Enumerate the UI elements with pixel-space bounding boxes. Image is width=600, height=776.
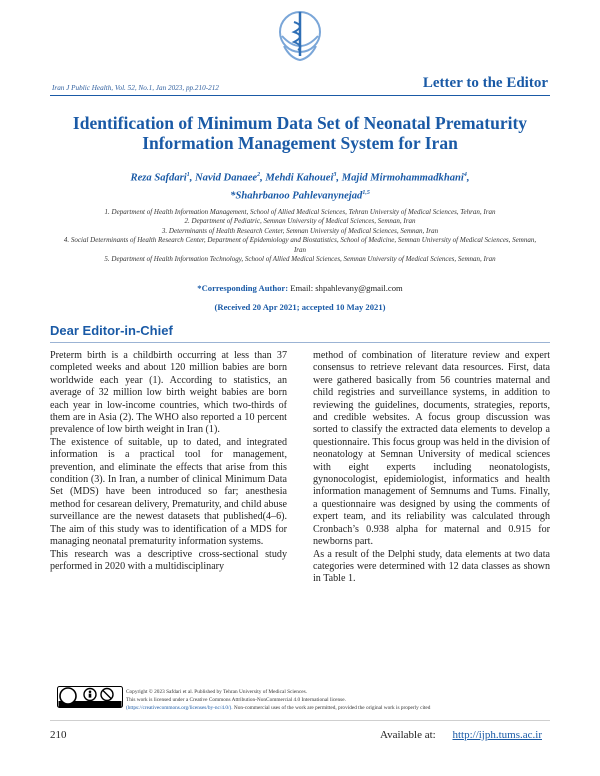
body-column-left bbox=[50, 350, 287, 573]
footer-divider bbox=[50, 720, 550, 721]
author-affil-ref: 1,5 bbox=[362, 189, 370, 196]
section-divider bbox=[50, 342, 550, 343]
corresponding-author bbox=[50, 283, 550, 293]
copyright-line: Copyright © 2023 Safdari et al. Published by Tehran University of Medical Sciences. bbox=[126, 689, 307, 695]
author-name: Mehdi Kahouei bbox=[265, 172, 334, 184]
license-terms: (https://creativecommons.org/licenses/by-nc/4.0/). Non-commercial uses of the work are permitted, provided the original work is properly cited bbox=[126, 705, 431, 711]
affiliation-item: 5. Department of Health Information Technology, School of Allied Medical Sciences, Semnan University of Medical Sciences, Semnan, Iran bbox=[104, 255, 496, 264]
affiliation-item: 4. Social Determinants of Health Research Center, Department of Epidemiology and Biostatistics, School of Medicine, Semnan University of Medical Sciences, Semnan, Iran bbox=[63, 236, 537, 254]
affiliation-item: 1. Department of Health Information Management, School of Allied Medical Sciences, Tehran University of Medical Sciences, Tehran, Iran bbox=[104, 208, 496, 216]
author-affil-ref: 1 bbox=[186, 172, 190, 178]
author-affil-ref: 4 bbox=[463, 172, 467, 178]
author-name: Reza Safdari bbox=[130, 172, 187, 184]
page-number: 210 bbox=[50, 729, 67, 741]
body-paragraph: The existence of suitable, up to dated, and integrated information is a practical tool for management, prevention, and eliminate the effects that arise from this condition (3). In Iran, a number of clinical Minimum Data Set (MDS) have been introduced so far; anesthesia method for cesarean delivery, Prematurity, and child abuse surveillance are the newest datasets that published(4–6). The aim of this study was to identification of a MDS for managing neonatal prematurity information systems. bbox=[50, 436, 287, 548]
body-paragraph: method of combination of literature review and expert consensus to retrieve relevant data resources. First, data were gathered basically from 56 countries maternal and child registries and surveillance systems, in addition to reviewing the guidelines, documents, strategies, reports, and credible websites. A focus group discussion was sorted to classify the extracted data elements to develop a questionnaire. This focus group was held in the division of neonatology at Semnan University of medical sciences with eight experts including neonatologists, gynonocologist, epidemiologist, informatics and health information management of Semnums and Tums. Finally, a questionnaire was designed by using the comments of expert team, and its reliability was calculated through Cronbach’s 0.938 alpha for maternal and 0.915 for newborns part. bbox=[313, 350, 550, 548]
affiliation-list bbox=[62, 208, 538, 264]
received-dates: (Received 20 Apr 2021; accepted 10 May 2021) bbox=[214, 302, 386, 312]
header-divider bbox=[50, 95, 550, 96]
affiliation-item: 3. Determinants of Health Research Center, Semnan University of Medical Sciences, Semnan, Iran bbox=[161, 226, 439, 235]
journal-website-link[interactable]: http://ijph.tums.ac.ir bbox=[452, 729, 542, 741]
author-name: Navid Danaee bbox=[195, 172, 258, 184]
corresponding-email[interactable]: Email: shpahlevany@gmail.com bbox=[290, 283, 403, 293]
body-paragraph: This research was a descriptive cross-sectional study performed in 2020 with a multidisciplinary bbox=[50, 548, 287, 572]
section-label: Letter to the Editor bbox=[422, 75, 548, 91]
author-list bbox=[50, 168, 550, 203]
who-emblem-icon bbox=[276, 6, 324, 64]
license-line: This work is licensed under a Creative Commons Attribution-NonCommercial 4.0 International license. bbox=[126, 697, 346, 703]
body-paragraph: As a result of the Delphi study, data elements at two data categories were determined with 12 data classes as shown in Table 1. bbox=[313, 548, 550, 585]
available-label: Available at: bbox=[380, 729, 436, 741]
affiliation-item: 2. Department of Pediatric, Semnan University of Medical Sciences, Semnan, Iran bbox=[184, 217, 416, 226]
license-link[interactable]: (https://creativecommons.org/licenses/by-nc/4.0/). bbox=[126, 705, 233, 711]
author-line-2 bbox=[50, 186, 550, 204]
body-column-right bbox=[313, 350, 550, 586]
corresponding-author-name: *Shahrbanoo Pahlevanynejad bbox=[230, 190, 363, 202]
author-affil-ref: 2 bbox=[257, 172, 261, 178]
article-title: Identification of Minimum Data Set of Neonatal Prematurity Information Management System for Iran bbox=[72, 113, 528, 153]
author-affil-ref: 3 bbox=[333, 172, 337, 178]
corresponding-author-label: *Corresponding Author: bbox=[197, 283, 289, 293]
author-name: Majid Mirmohammadkhani bbox=[341, 172, 464, 184]
letter-greeting: Dear Editor-in-Chief bbox=[50, 323, 173, 338]
body-paragraph: Preterm birth is a childbirth occurring at less than 37 completed weeks and about 120 million babies are born worldwide each year (1). According to statistics, an average of 32 million low birth weight babies are born each year in low-income countries, which two-thirds of them are in Asia (2). The WHO also reported a 10 percent prevalence of low birth weight in Iran (1). bbox=[50, 350, 287, 436]
author-line-1: Reza Safdari$^1$, Navid Danaee$^2$, Mehdi Kahouei$^3$, Majid Mirmohammadkhani$^4$, bbox=[130, 172, 470, 184]
journal-reference: Iran J Public Health, Vol. 52, No.1, Jan 2023, pp.210-212 bbox=[52, 84, 219, 92]
cc-by-nc-license-icon bbox=[57, 686, 123, 708]
availability-note bbox=[380, 729, 542, 741]
copyright-notice bbox=[126, 688, 551, 712]
